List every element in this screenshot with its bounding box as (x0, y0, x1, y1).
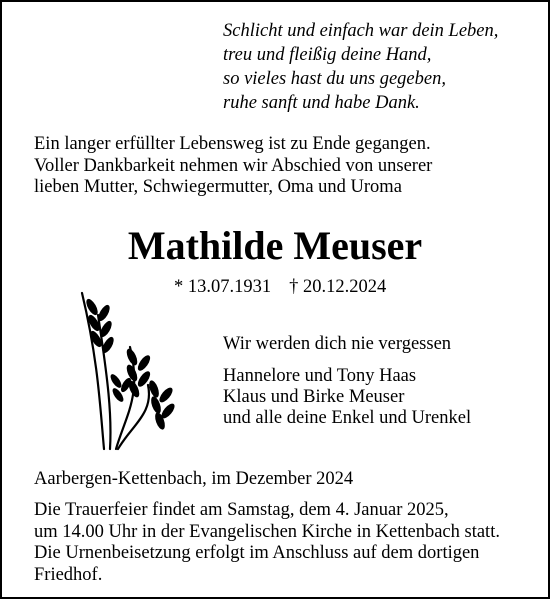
mourner: Klaus und Birke Meuser (223, 387, 405, 407)
ceremony-line: Die Trauerfeier findet am Samstag, dem 4. Januar 2025, (34, 500, 449, 520)
poem-line: so vieles hast du uns gegeben, (223, 69, 446, 89)
deceased-name: Mathilde Meuser (127, 223, 423, 268)
intro-line: lieben Mutter, Schwiegermutter, Oma und Uroma (34, 177, 402, 197)
mourner: Hannelore und Tony Haas (223, 366, 417, 386)
ceremony-line: um 14.00 Uhr in der Evangelischen Kirche in Kettenbach statt. (34, 521, 500, 542)
mourner: und alle deine Enkel und Urenkel (223, 408, 472, 428)
intro-line: Ein langer erfüllter Lebensweg ist zu Ende gegangen. (34, 134, 431, 154)
place-date: Aarbergen-Kettenbach, im Dezember 2024 (34, 469, 354, 489)
intro-line: Voller Dankbarkeit nehmen wir Abschied von unserer (34, 155, 433, 176)
wheat-ears-icon (70, 285, 200, 455)
death-date: † 20.12.2024 (289, 277, 387, 297)
poem-line: ruhe sanft und habe Dank. (223, 93, 420, 113)
ceremony-line: Die Urnenbeisetzung erfolgt im Anschluss auf dem dortigen (34, 543, 480, 563)
poem-line: treu und fleißig deine Hand, (223, 45, 432, 65)
poem (223, 19, 498, 115)
intro-text (34, 134, 432, 199)
poem-line: Schlicht und einfach war dein Leben, (223, 21, 499, 41)
mourners-list (223, 366, 471, 429)
birth-date: * 13.07.1931 (174, 277, 272, 297)
motto: Wir werden dich nie vergessen (223, 334, 452, 354)
life-dates (174, 276, 386, 298)
ceremony-info (34, 500, 500, 586)
ceremony-line: Friedhof. (34, 564, 103, 585)
